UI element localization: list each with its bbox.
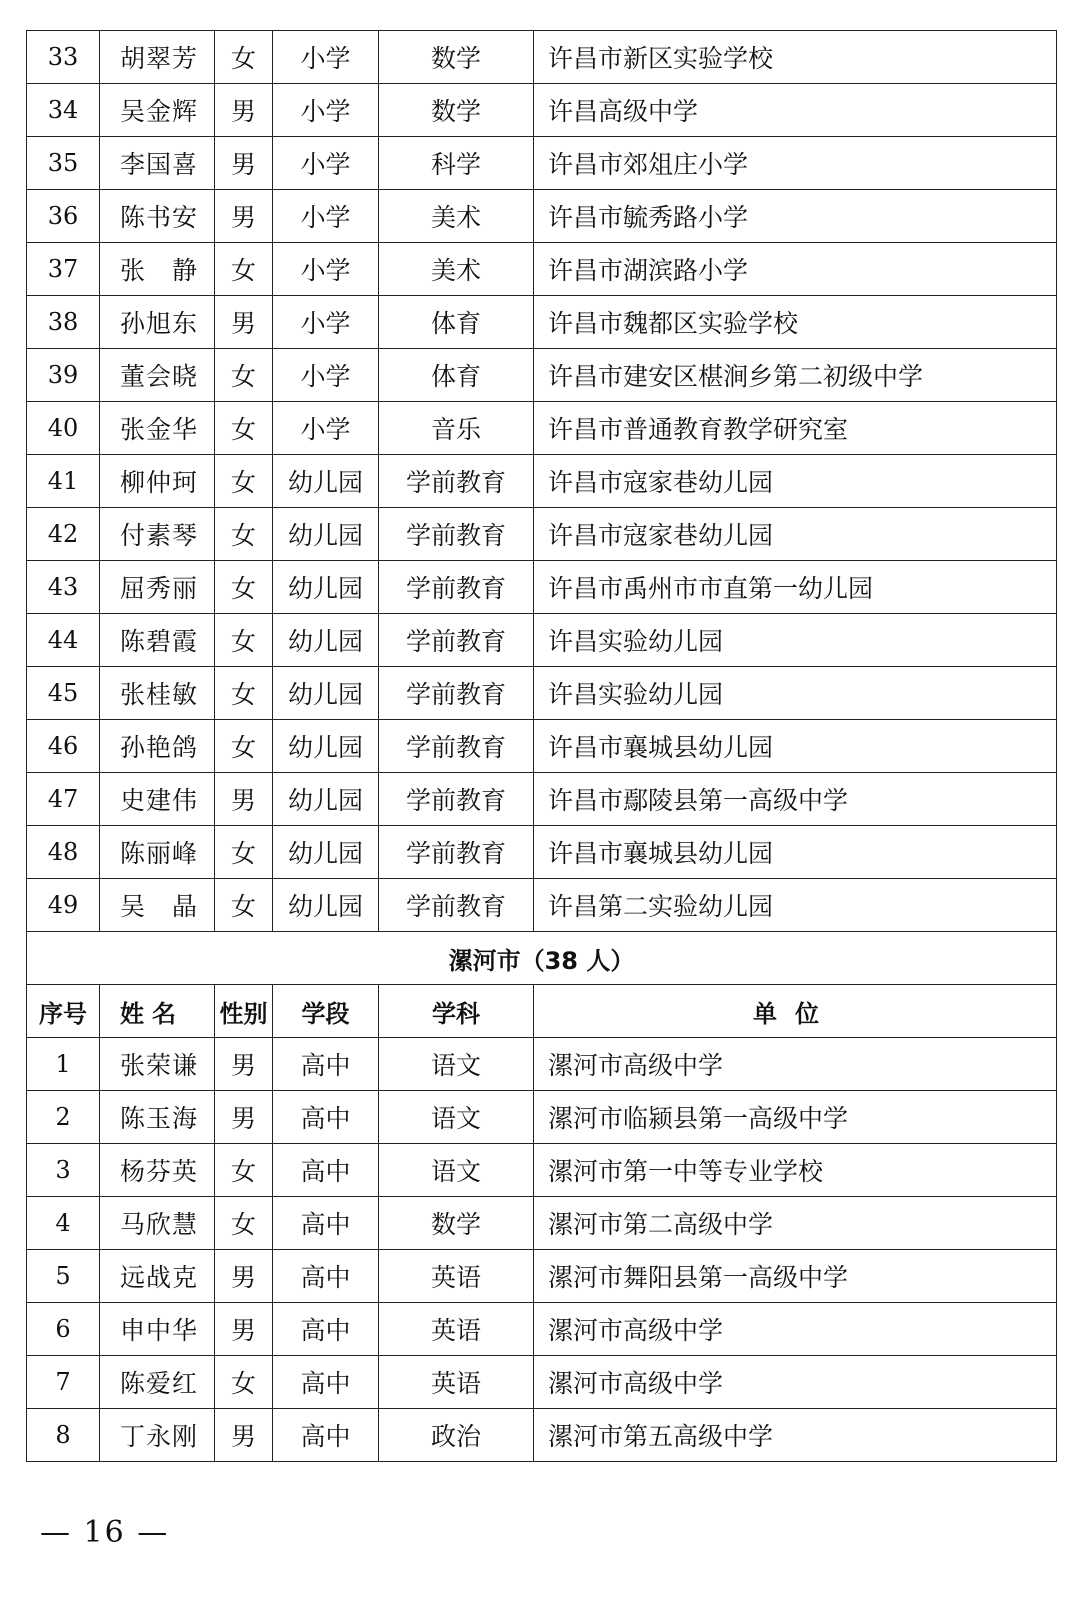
subject-cell: 政治 [379, 1409, 534, 1462]
table-row [27, 243, 1057, 296]
subject-cell: 语文 [379, 1038, 534, 1091]
stage-cell: 小学 [273, 84, 379, 137]
unit-cell: 许昌市湖滨路小学 [534, 243, 1057, 296]
table-row [27, 614, 1057, 667]
column-header-unit: 单位 [534, 985, 1057, 1038]
unit-cell: 漯河市第一中等专业学校 [534, 1144, 1057, 1197]
unit-cell: 许昌市寇家巷幼儿园 [534, 455, 1057, 508]
seq-cell: 7 [27, 1356, 100, 1409]
name-cell: 孙旭东 [100, 296, 215, 349]
seq-cell: 43 [27, 561, 100, 614]
unit-cell: 许昌市鄢陵县第一高级中学 [534, 773, 1057, 826]
name-cell: 张荣谦 [100, 1038, 215, 1091]
name-cell: 胡翠芳 [100, 31, 215, 84]
table-row [27, 1356, 1057, 1409]
seq-cell: 33 [27, 31, 100, 84]
name-cell: 杨芬英 [100, 1144, 215, 1197]
subject-cell: 学前教育 [379, 773, 534, 826]
unit-cell: 许昌实验幼儿园 [534, 667, 1057, 720]
gender-cell: 男 [215, 296, 273, 349]
stage-cell: 高中 [273, 1356, 379, 1409]
subject-cell: 学前教育 [379, 826, 534, 879]
name-cell: 史建伟 [100, 773, 215, 826]
name-cell: 付素琴 [100, 508, 215, 561]
seq-cell: 49 [27, 879, 100, 932]
table-row [27, 84, 1057, 137]
name-cell: 吴 晶 [100, 879, 215, 932]
unit-cell: 许昌市新区实验学校 [534, 31, 1057, 84]
name-cell: 陈玉海 [100, 1091, 215, 1144]
stage-cell: 小学 [273, 402, 379, 455]
gender-cell: 女 [215, 614, 273, 667]
gender-cell: 女 [215, 243, 273, 296]
gender-cell: 男 [215, 1250, 273, 1303]
roster-table [26, 30, 1057, 1462]
name-cell: 远战克 [100, 1250, 215, 1303]
subject-cell: 数学 [379, 31, 534, 84]
subject-cell: 学前教育 [379, 720, 534, 773]
column-header-row [27, 985, 1057, 1038]
seq-cell: 37 [27, 243, 100, 296]
table-row [27, 561, 1057, 614]
gender-cell: 女 [215, 508, 273, 561]
name-cell: 陈爱红 [100, 1356, 215, 1409]
subject-cell: 学前教育 [379, 879, 534, 932]
name-cell: 吴金辉 [100, 84, 215, 137]
stage-cell: 小学 [273, 296, 379, 349]
subject-cell: 英语 [379, 1356, 534, 1409]
table-row [27, 455, 1057, 508]
column-header-stage: 学段 [273, 985, 379, 1038]
seq-cell: 3 [27, 1144, 100, 1197]
name-cell: 张金华 [100, 402, 215, 455]
section-title: 漯河市（38 人） [27, 932, 1057, 985]
seq-cell: 45 [27, 667, 100, 720]
subject-cell: 语文 [379, 1144, 534, 1197]
subject-cell: 学前教育 [379, 455, 534, 508]
gender-cell: 男 [215, 1091, 273, 1144]
seq-cell: 36 [27, 190, 100, 243]
table-row [27, 1250, 1057, 1303]
unit-cell: 漯河市临颍县第一高级中学 [534, 1091, 1057, 1144]
gender-cell: 女 [215, 1144, 273, 1197]
name-cell: 陈书安 [100, 190, 215, 243]
subject-cell: 美术 [379, 190, 534, 243]
stage-cell: 高中 [273, 1038, 379, 1091]
gender-cell: 女 [215, 1356, 273, 1409]
name-cell: 孙艳鸽 [100, 720, 215, 773]
stage-cell: 小学 [273, 243, 379, 296]
name-cell: 张 静 [100, 243, 215, 296]
table-row [27, 402, 1057, 455]
seq-cell: 48 [27, 826, 100, 879]
subject-cell: 学前教育 [379, 561, 534, 614]
subject-cell: 数学 [379, 84, 534, 137]
gender-cell: 女 [215, 349, 273, 402]
stage-cell: 高中 [273, 1091, 379, 1144]
unit-cell: 漯河市舞阳县第一高级中学 [534, 1250, 1057, 1303]
name-cell: 陈碧霞 [100, 614, 215, 667]
table-row [27, 349, 1057, 402]
unit-cell: 漯河市高级中学 [534, 1038, 1057, 1091]
gender-cell: 女 [215, 720, 273, 773]
seq-cell: 46 [27, 720, 100, 773]
stage-cell: 小学 [273, 190, 379, 243]
seq-cell: 39 [27, 349, 100, 402]
stage-cell: 小学 [273, 137, 379, 190]
gender-cell: 男 [215, 1303, 273, 1356]
seq-cell: 47 [27, 773, 100, 826]
table-row [27, 1144, 1057, 1197]
seq-cell: 40 [27, 402, 100, 455]
name-cell: 柳仲珂 [100, 455, 215, 508]
gender-cell: 男 [215, 1409, 273, 1462]
subject-cell: 学前教育 [379, 667, 534, 720]
name-cell: 马欣慧 [100, 1197, 215, 1250]
gender-cell: 女 [215, 826, 273, 879]
gender-cell: 男 [215, 190, 273, 243]
table-row [27, 31, 1057, 84]
subject-cell: 数学 [379, 1197, 534, 1250]
subject-cell: 英语 [379, 1303, 534, 1356]
table-row [27, 667, 1057, 720]
table-row [27, 773, 1057, 826]
stage-cell: 幼儿园 [273, 773, 379, 826]
stage-cell: 小学 [273, 349, 379, 402]
seq-cell: 41 [27, 455, 100, 508]
seq-cell: 38 [27, 296, 100, 349]
table-row [27, 1303, 1057, 1356]
gender-cell: 女 [215, 879, 273, 932]
table-row [27, 1038, 1057, 1091]
column-header-subject: 学科 [379, 985, 534, 1038]
stage-cell: 幼儿园 [273, 508, 379, 561]
table-row [27, 1091, 1057, 1144]
seq-cell: 44 [27, 614, 100, 667]
stage-cell: 高中 [273, 1409, 379, 1462]
subject-cell: 美术 [379, 243, 534, 296]
page-number: — 16 — [40, 1515, 170, 1550]
unit-cell: 许昌市普通教育教学研究室 [534, 402, 1057, 455]
unit-cell: 许昌市寇家巷幼儿园 [534, 508, 1057, 561]
table-row [27, 879, 1057, 932]
subject-cell: 科学 [379, 137, 534, 190]
gender-cell: 女 [215, 1197, 273, 1250]
unit-cell: 许昌市魏都区实验学校 [534, 296, 1057, 349]
stage-cell: 小学 [273, 31, 379, 84]
unit-cell: 许昌市襄城县幼儿园 [534, 826, 1057, 879]
gender-cell: 女 [215, 667, 273, 720]
stage-cell: 幼儿园 [273, 667, 379, 720]
seq-cell: 8 [27, 1409, 100, 1462]
name-cell: 李国喜 [100, 137, 215, 190]
seq-cell: 2 [27, 1091, 100, 1144]
subject-cell: 英语 [379, 1250, 534, 1303]
unit-cell: 许昌市禹州市市直第一幼儿园 [534, 561, 1057, 614]
stage-cell: 幼儿园 [273, 826, 379, 879]
unit-cell: 漯河市第五高级中学 [534, 1409, 1057, 1462]
seq-cell: 5 [27, 1250, 100, 1303]
table-row [27, 296, 1057, 349]
table-row [27, 190, 1057, 243]
table-row [27, 720, 1057, 773]
gender-cell: 男 [215, 137, 273, 190]
seq-cell: 42 [27, 508, 100, 561]
gender-cell: 女 [215, 561, 273, 614]
stage-cell: 幼儿园 [273, 879, 379, 932]
name-cell: 屈秀丽 [100, 561, 215, 614]
table-row [27, 1409, 1057, 1462]
unit-cell: 许昌市毓秀路小学 [534, 190, 1057, 243]
subject-cell: 语文 [379, 1091, 534, 1144]
seq-cell: 6 [27, 1303, 100, 1356]
stage-cell: 高中 [273, 1303, 379, 1356]
unit-cell: 许昌实验幼儿园 [534, 614, 1057, 667]
column-header-name: 姓名 [100, 985, 215, 1038]
gender-cell: 女 [215, 402, 273, 455]
seq-cell: 4 [27, 1197, 100, 1250]
name-cell: 丁永刚 [100, 1409, 215, 1462]
column-header-gender: 性别 [215, 985, 273, 1038]
gender-cell: 女 [215, 455, 273, 508]
gender-cell: 男 [215, 84, 273, 137]
unit-cell: 漯河市高级中学 [534, 1303, 1057, 1356]
table-body-top [27, 31, 1057, 932]
subject-cell: 学前教育 [379, 614, 534, 667]
seq-cell: 1 [27, 1038, 100, 1091]
subject-cell: 体育 [379, 349, 534, 402]
table-section-header [27, 932, 1057, 1038]
stage-cell: 幼儿园 [273, 614, 379, 667]
column-header-seq: 序号 [27, 985, 100, 1038]
table-row [27, 1197, 1057, 1250]
gender-cell: 男 [215, 1038, 273, 1091]
seq-cell: 34 [27, 84, 100, 137]
gender-cell: 女 [215, 31, 273, 84]
unit-cell: 许昌第二实验幼儿园 [534, 879, 1057, 932]
name-cell: 董会晓 [100, 349, 215, 402]
table-row [27, 826, 1057, 879]
name-cell: 申中华 [100, 1303, 215, 1356]
table-row [27, 137, 1057, 190]
unit-cell: 许昌高级中学 [534, 84, 1057, 137]
table-body-bottom [27, 1038, 1057, 1462]
subject-cell: 音乐 [379, 402, 534, 455]
stage-cell: 幼儿园 [273, 455, 379, 508]
unit-cell: 漯河市高级中学 [534, 1356, 1057, 1409]
gender-cell: 男 [215, 773, 273, 826]
subject-cell: 体育 [379, 296, 534, 349]
section-title-row [27, 932, 1057, 985]
unit-cell: 漯河市第二高级中学 [534, 1197, 1057, 1250]
subject-cell: 学前教育 [379, 508, 534, 561]
table-row [27, 508, 1057, 561]
unit-cell: 许昌市建安区椹涧乡第二初级中学 [534, 349, 1057, 402]
stage-cell: 幼儿园 [273, 720, 379, 773]
stage-cell: 高中 [273, 1250, 379, 1303]
unit-cell: 许昌市郊俎庄小学 [534, 137, 1057, 190]
stage-cell: 幼儿园 [273, 561, 379, 614]
stage-cell: 高中 [273, 1144, 379, 1197]
name-cell: 陈丽峰 [100, 826, 215, 879]
seq-cell: 35 [27, 137, 100, 190]
unit-cell: 许昌市襄城县幼儿园 [534, 720, 1057, 773]
name-cell: 张桂敏 [100, 667, 215, 720]
stage-cell: 高中 [273, 1197, 379, 1250]
